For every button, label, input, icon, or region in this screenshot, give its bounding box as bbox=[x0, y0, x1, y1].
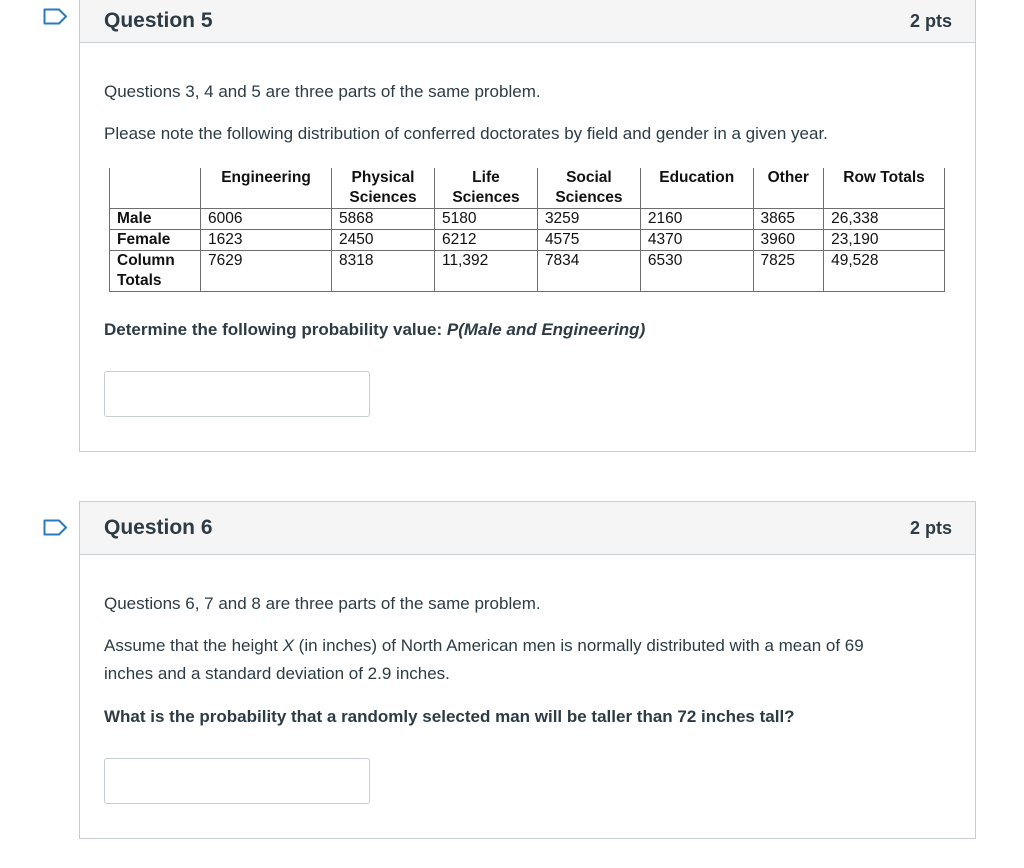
table-cell: 2160 bbox=[640, 209, 753, 230]
answer-input[interactable] bbox=[104, 758, 370, 804]
question-note: Please note the following distribution of conferred doctorates by field and gender in a given year. bbox=[104, 124, 828, 143]
table-cell: 6006 bbox=[201, 209, 332, 230]
table-header-cell: Social Sciences bbox=[537, 168, 640, 209]
question-6-header bbox=[80, 502, 975, 555]
table-cell: 23,190 bbox=[824, 230, 945, 251]
question-5-header bbox=[80, 0, 975, 43]
table-cell: 3259 bbox=[537, 209, 640, 230]
question-title: Question 5 bbox=[104, 9, 213, 32]
question-points: 2 pts bbox=[909, 10, 952, 31]
table-cell: 8318 bbox=[332, 251, 435, 292]
question-title: Question 6 bbox=[104, 516, 213, 539]
table-header-cell: Other bbox=[753, 168, 824, 209]
table-cell: 11,392 bbox=[434, 251, 537, 292]
table-cell: 5180 bbox=[434, 209, 537, 230]
table-cell: 6212 bbox=[434, 230, 537, 251]
doctorates-distribution-table bbox=[109, 168, 945, 292]
flag-question-icon[interactable] bbox=[43, 519, 68, 536]
table-header-row bbox=[110, 168, 945, 209]
question-6-card bbox=[79, 501, 976, 839]
table-cell: 3865 bbox=[753, 209, 824, 230]
table-cell: 3960 bbox=[753, 230, 824, 251]
question-intro: Questions 3, 4 and 5 are three parts of the same problem. bbox=[104, 82, 541, 101]
flag-question-icon[interactable] bbox=[43, 8, 68, 25]
table-cell: 1623 bbox=[201, 230, 332, 251]
table-cell: 7629 bbox=[201, 251, 332, 292]
question-assumption: Assume that the height X (in inches) of North American men is normally distributed with a mean of 69 inches and a standard deviation of 2.9 inches. bbox=[104, 636, 864, 683]
table-header-cell bbox=[110, 168, 201, 209]
table-cell: 4370 bbox=[640, 230, 753, 251]
table-header-cell: Engineering bbox=[201, 168, 332, 209]
answer-input[interactable] bbox=[104, 371, 370, 417]
probability-expression: P(Male and Engineering) bbox=[446, 320, 646, 339]
question-intro: Questions 6, 7 and 8 are three parts of the same problem. bbox=[104, 594, 541, 613]
table-header-cell: Row Totals bbox=[824, 168, 945, 209]
table-cell: 6530 bbox=[640, 251, 753, 292]
question-prompt: What is the probability that a randomly selected man will be taller than 72 inches tall? bbox=[104, 707, 795, 726]
table-row bbox=[110, 209, 945, 230]
table-header-cell: Life Sciences bbox=[434, 168, 537, 209]
table-cell: 5868 bbox=[332, 209, 435, 230]
table-row-label: Female bbox=[110, 230, 201, 251]
question-points: 2 pts bbox=[909, 517, 952, 538]
table-cell: 7834 bbox=[537, 251, 640, 292]
table-cell: 49,528 bbox=[824, 251, 945, 292]
table-cell: 4575 bbox=[537, 230, 640, 251]
table-header-cell: Education bbox=[640, 168, 753, 209]
table-row-label: Column Totals bbox=[110, 251, 201, 292]
table-row bbox=[110, 251, 945, 292]
question-5-card bbox=[79, 0, 976, 452]
table-header-cell: Physical Sciences bbox=[332, 168, 435, 209]
table-row-label: Male bbox=[110, 209, 201, 230]
table-cell: 2450 bbox=[332, 230, 435, 251]
table-cell: 7825 bbox=[753, 251, 824, 292]
table-cell: 26,338 bbox=[824, 209, 945, 230]
question-prompt: Determine the following probability value: P(Male and Engineering) bbox=[104, 320, 646, 339]
table-row bbox=[110, 230, 945, 251]
